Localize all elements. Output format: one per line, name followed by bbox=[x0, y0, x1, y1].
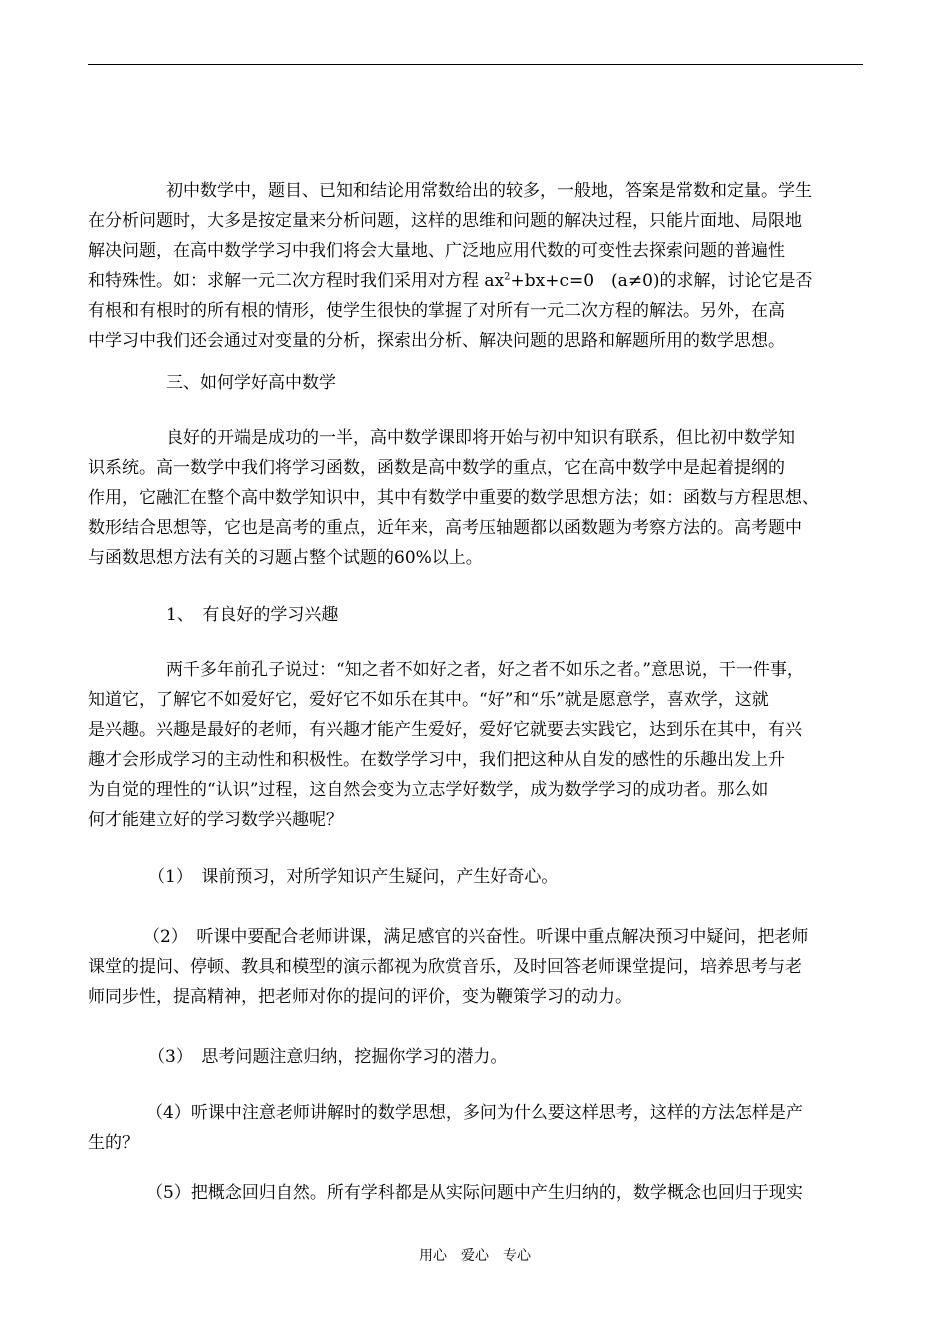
text-line: 初中数学中，题目、已知和结论用常数给出的较多，一般地，答案是常数和定量。学生 bbox=[166, 181, 812, 201]
item-1-heading bbox=[88, 600, 863, 630]
text-line: 识系统。高一数学中我们将学习函数，函数是高中数学的重点，它在高中数学中是起着提纲的 bbox=[88, 458, 785, 478]
text-line: 有根和有根时的所有根的情形，使学生很快的掌握了对所有一元二次方程的解法。另外，在高 bbox=[88, 301, 785, 321]
text-line: 是兴趣。兴趣是最好的老师，有兴趣才能产生爱好，爱好它就要去实践它，达到乐在其中，有兴 bbox=[88, 720, 802, 740]
text-line: 在分析问题时，大多是按定量来分析问题，这样的思维和问题的解决过程，只能片面地、局限地 bbox=[88, 211, 802, 231]
text-line: （4）听课中注意老师讲解时的数学思想，多问为什么要这样思考，这样的方法怎样是产 bbox=[146, 1103, 803, 1123]
text-line: 何才能建立好的学习数学兴趣呢？ bbox=[88, 810, 343, 830]
paragraph-how-to-learn bbox=[88, 423, 863, 573]
equation-text-b: +bx+c=0 (a≠0)的求解，讨论它是否 bbox=[510, 271, 813, 291]
text-line: 师同步性，提高精神，把老师对你的提问的评价，变为鞭策学习的动力。 bbox=[88, 987, 632, 1007]
sub-item-3 bbox=[88, 1042, 863, 1072]
text-line: （5）把概念回归自然。所有学科都是从实际问题中产生归纳的，数学概念也回归于现实 bbox=[146, 1183, 803, 1203]
text-line: 解决问题，在高中数学学习中我们将会大量地、广泛地应用代数的可变性去探索问题的普遍性 bbox=[88, 241, 785, 261]
sub-item-5 bbox=[88, 1178, 863, 1208]
exponent: 2 bbox=[504, 271, 511, 283]
text-line: 生的？ bbox=[88, 1133, 139, 1153]
header-rule bbox=[88, 64, 863, 65]
equation-text-a: 和特殊性。如：求解一元二次方程时我们采用对方程 ax bbox=[88, 271, 505, 291]
sub-item-4 bbox=[88, 1098, 863, 1158]
text-line: 课堂的提问、停顿、教具和模型的演示都视为欣赏音乐，及时回答老师课堂提问，培养思考与老 bbox=[88, 957, 802, 977]
text-line: 与函数思想方法有关的习题占整个试题的60%以上。 bbox=[88, 548, 483, 568]
text-line: 知道它，了解它不如爱好它，爱好它不如乐在其中。“好”和“乐”就是愿意学，喜欢学，这就 bbox=[88, 690, 769, 710]
text-line: 中学习中我们还会通过对变量的分析，探索出分析、解决问题的思路和解题所用的数学思想。 bbox=[88, 331, 785, 351]
page-footer: 用心 爱心 专心 bbox=[419, 1248, 531, 1264]
paragraph-interest bbox=[88, 655, 863, 835]
text-line: 良好的开端是成功的一半，高中数学课即将开始与初中知识有联系，但比初中数学知 bbox=[166, 428, 795, 448]
sub-item-1 bbox=[88, 862, 863, 892]
paragraph-intro bbox=[88, 176, 863, 356]
sub-item-text: （3） 思考问题注意归纳，挖掘你学习的潜力。 bbox=[148, 1047, 508, 1067]
text-line: （2） 听课中要配合老师讲课，满足感官的兴奋性。听课中重点解决预习中疑问，把老师 bbox=[143, 927, 809, 947]
item-text: 1、 有良好的学习兴趣 bbox=[166, 605, 339, 625]
text-line: 为自觉的理性的“认识”过程，这自然会变为立志学好数学，成为数学学习的成功者。那么如 bbox=[88, 780, 769, 800]
sub-item-text: （1） 课前预习，对所学知识产生疑问，产生好奇心。 bbox=[148, 867, 559, 887]
section-heading-3 bbox=[88, 368, 863, 398]
text-line-equation bbox=[88, 266, 863, 296]
text-line: 两千多年前孔子说过：“知之者不如好之者，好之者不如乐之者。”意思说，干一件事， bbox=[166, 660, 804, 680]
text-line: 数形结合思想等，它也是高考的重点，近年来，高考压轴题都以函数题为考察方法的。高考题中 bbox=[88, 518, 802, 538]
text-line: 作用，它融汇在整个高中数学知识中，其中有数学中重要的数学思想方法；如：函数与方程思想、 bbox=[88, 488, 819, 508]
sub-item-2 bbox=[88, 922, 863, 1012]
heading-text: 三、如何学好高中数学 bbox=[166, 373, 336, 393]
text-line: 趣才会形成学习的主动性和积极性。在数学学习中，我们把这种从自发的感性的乐趣出发上升 bbox=[88, 750, 785, 770]
